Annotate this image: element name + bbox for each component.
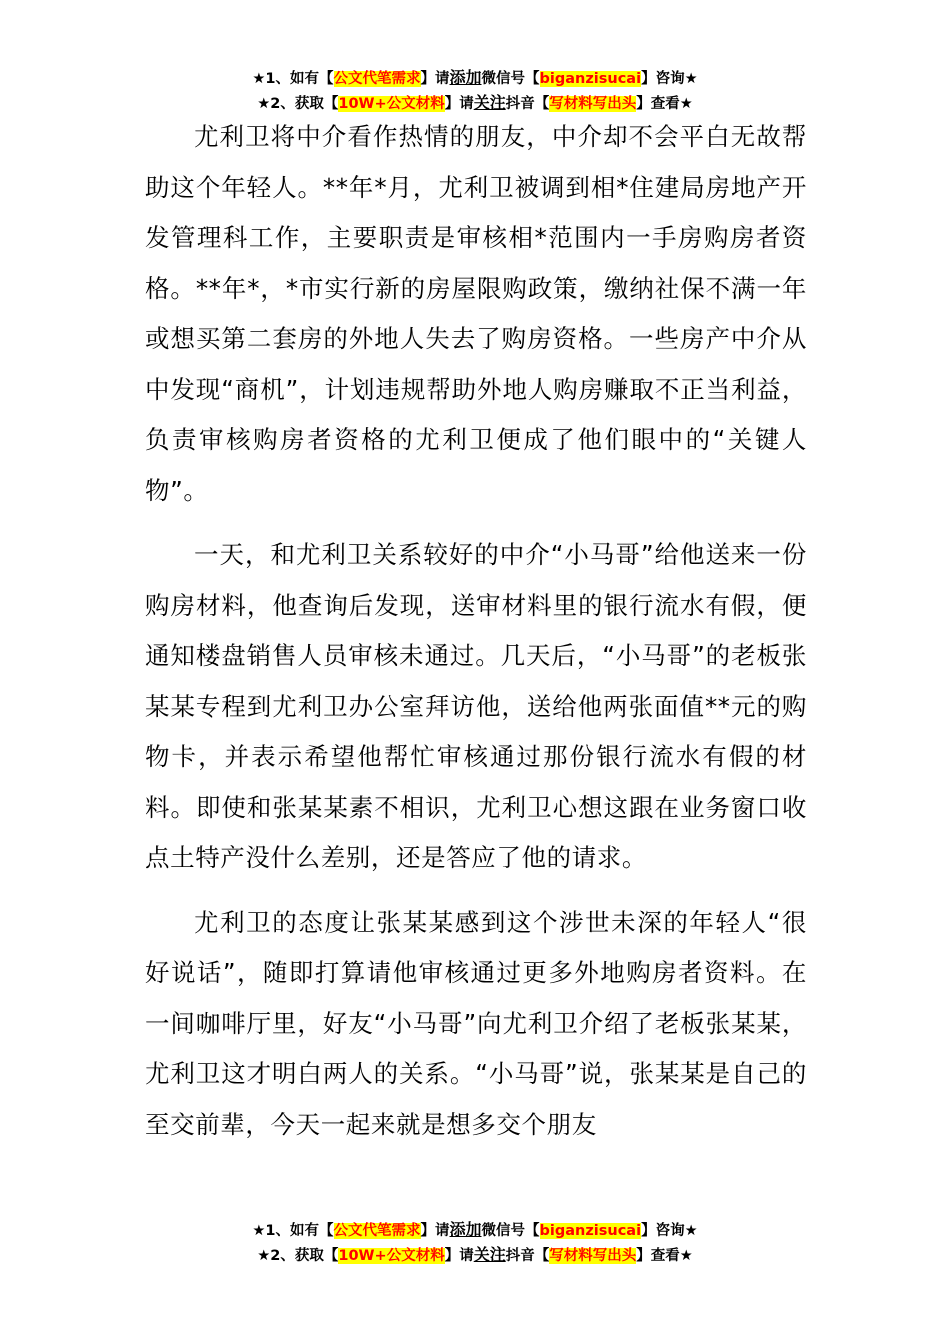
banner-text: 抖音【 [505,96,550,112]
banner-highlight-douyin: 写材料写出头 [549,1248,637,1264]
banner-line-1 [0,1218,950,1243]
banner-line-2 [0,1243,950,1268]
banner-emphasis: 关注 [473,93,506,112]
banner-highlight-wechat-id: biganzisucai [539,71,642,87]
banner-text: ★2、获取【 [257,1248,339,1264]
banner-highlight-douyin: 写材料写出头 [549,96,637,112]
banner-text: 抖音【 [505,1248,550,1264]
banner-text: 微信号【 [481,1223,540,1239]
banner-emphasis: 添加 [449,68,482,87]
banner-highlight: 公文代笔需求 [333,1223,421,1239]
banner-text: 微信号【 [481,71,540,87]
footer-banner [0,1218,950,1268]
banner-highlight: 公文代笔需求 [333,71,421,87]
banner-text: ★1、如有【 [252,1223,334,1239]
banner-text: 】咨询★ [641,71,698,87]
banner-highlight: 10W+公文材料 [338,1248,445,1264]
banner-emphasis: 关注 [473,1245,506,1264]
banner-line-1 [0,66,950,91]
document-body [145,112,807,1164]
paragraph-1: 尤利卫将中介看作热情的朋友，中介却不会平白无故帮助这个年轻人。**年*月，尤利卫被调到相*住建局房地产开发管理科工作，主要职责是审核相*范围内一手房购房者资格。**年*，*市实行新的房屋限购政策，缴纳社保不满一年或想买第二套房的外地人失去了购房资格。一些房产中介从中发现“商机”，计划违规帮助外地人购房赚取不正当利益，负责审核购房者资格的尤利卫便成了他们眼中的“关键人物”。 [145,122,807,505]
banner-text: 】请 [444,96,474,112]
banner-emphasis: 添加 [449,1220,482,1239]
paragraph-3: 尤利卫的态度让张某某感到这个涉世未深的年轻人“很好说话”，随即打算请他审核通过更多外地购房者资料。在一间咖啡厅里，好友“小马哥”向尤利卫介绍了老板张某某，尤利卫这才明白两人的关系。“小马哥”说，张某某是自己的至交前辈，今天一起来就是想多交个朋友 [145,907,807,1139]
banner-text: 】查看★ [636,96,693,112]
banner-text: 】请 [444,1248,474,1264]
header-banner [0,66,950,116]
banner-text: 】咨询★ [641,1223,698,1239]
banner-text: ★1、如有【 [252,71,334,87]
banner-text: 】请 [420,71,450,87]
banner-highlight-wechat-id: biganzisucai [539,1223,642,1239]
banner-highlight: 10W+公文材料 [338,96,445,112]
banner-text: ★2、获取【 [257,96,339,112]
banner-text: 】请 [420,1223,450,1239]
banner-text: 】查看★ [636,1248,693,1264]
paragraph-2: 一天，和尤利卫关系较好的中介“小马哥”给他送来一份购房材料，他查询后发现，送审材料里的银行流水有假，便通知楼盘销售人员审核未通过。几天后，“小马哥”的老板张某某专程到尤利卫办公室拜访他，送给他两张面值**元的购物卡，并表示希望他帮忙审核通过那份银行流水有假的材料。即使和张某某素不相识，尤利卫心想这跟在业务窗口收点土特产没什么差别，还是答应了他的请求。 [145,540,807,872]
